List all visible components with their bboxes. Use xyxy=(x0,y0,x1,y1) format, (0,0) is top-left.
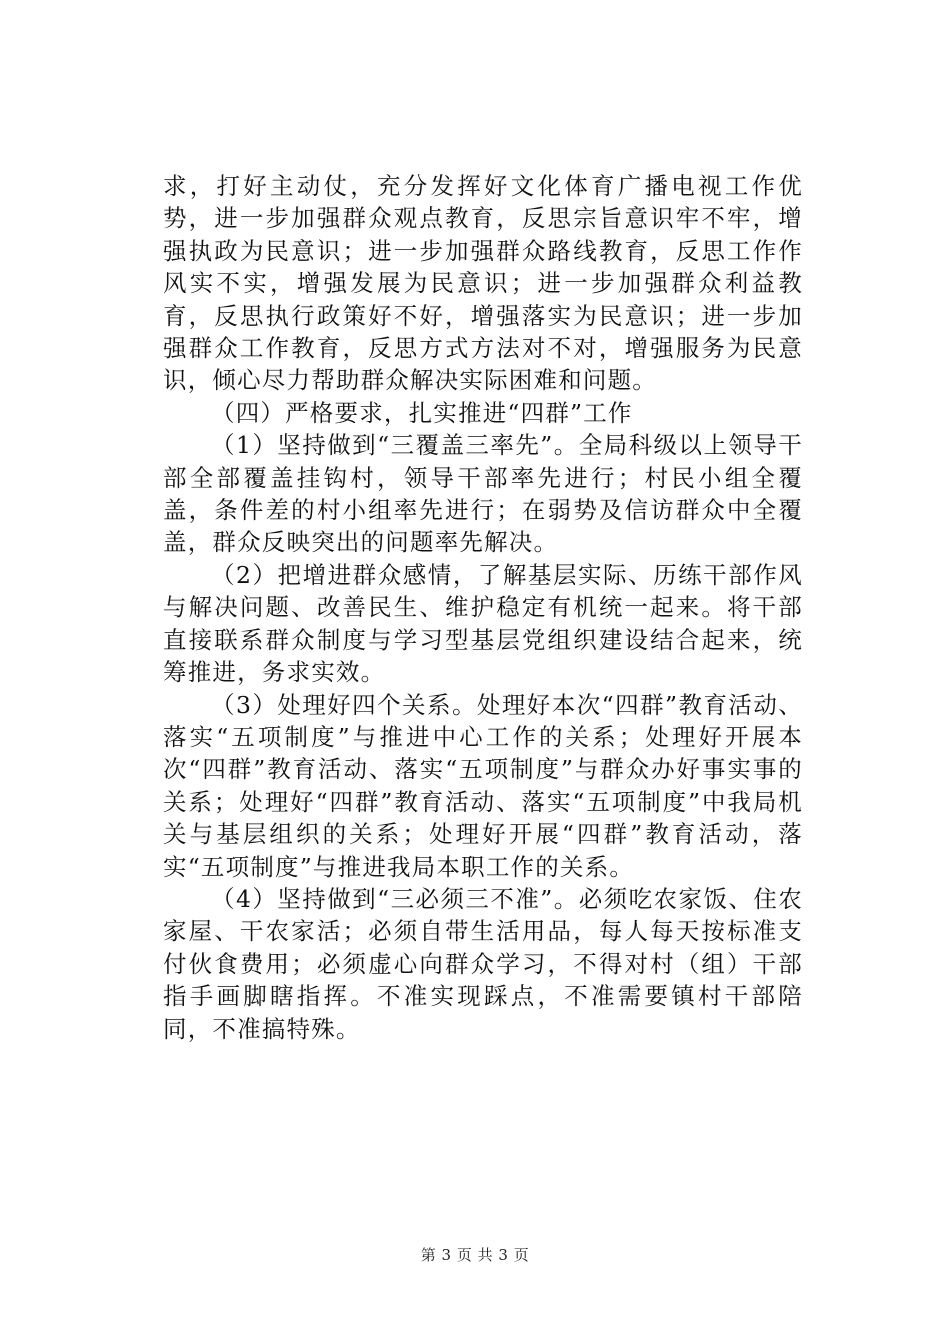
section-heading-four: （四）严格要求，扎实推进“四群”工作 xyxy=(211,398,633,427)
paragraph-continuation: 求，打好主动仗，充分发挥好文化体育广播电视工作优势，进一步加强群众观点教育，反思宗旨意识牢不牢，增强执政为民意识；进一步加强群众路线教育，反思工作作风实不实，增强发展为民意识；进一步加强群众利益教育，反思执行政策好不好，增强落实为民意识；进一步加强群众工作教育，反思方式方法对不对，增强服务为民意识，倾心尽力帮助群众解决实际困难和问题。 xyxy=(163,172,803,395)
paragraph-item-2: （2）把增进群众感情，了解基层实际、历练干部作风与解决问题、改善民生、维护稳定有机统一起来。将干部直接联系群众制度与学习型基层党组织建设结合起来，统筹推进，务求实效。 xyxy=(163,560,803,687)
page-number-footer: 第 3 页 共 3 页 xyxy=(420,1246,530,1264)
paragraph-item-1: （1）坚持做到“三覆盖三率先”。全局科级以上领导干部全部覆盖挂钩村，领导干部率先进行；村民小组全覆盖，条件差的村小组率先进行；在弱势及信访群众中全覆盖，群众反映突出的问题率先解决。 xyxy=(163,431,803,557)
document-body xyxy=(163,170,803,1045)
paragraph-item-3: （3）处理好四个关系。处理好本次“四群”教育活动、落实“五项制度”与推进中心工作的关系；处理好开展本次“四群”教育活动、落实“五项制度”与群众办好事实事的关系；处理好“四群”教育活动、落实“五项制度”中我局机关与基层组织的关系；处理好开展“四群”教育活动，落实“五项制度”与推进我局本职工作的关系。 xyxy=(163,690,803,881)
paragraph-item-4: （4）坚持做到“三必须三不准”。必须吃农家饭、住农家屋、干农家活；必须自带生活用品，每人每天按标准支付伙食费用；必须虚心向群众学习，不得对村（组）干部指手画脚瞎指挥。不准实现踩点，不准需要镇村干部陪同，不准搞特殊。 xyxy=(163,884,803,1043)
